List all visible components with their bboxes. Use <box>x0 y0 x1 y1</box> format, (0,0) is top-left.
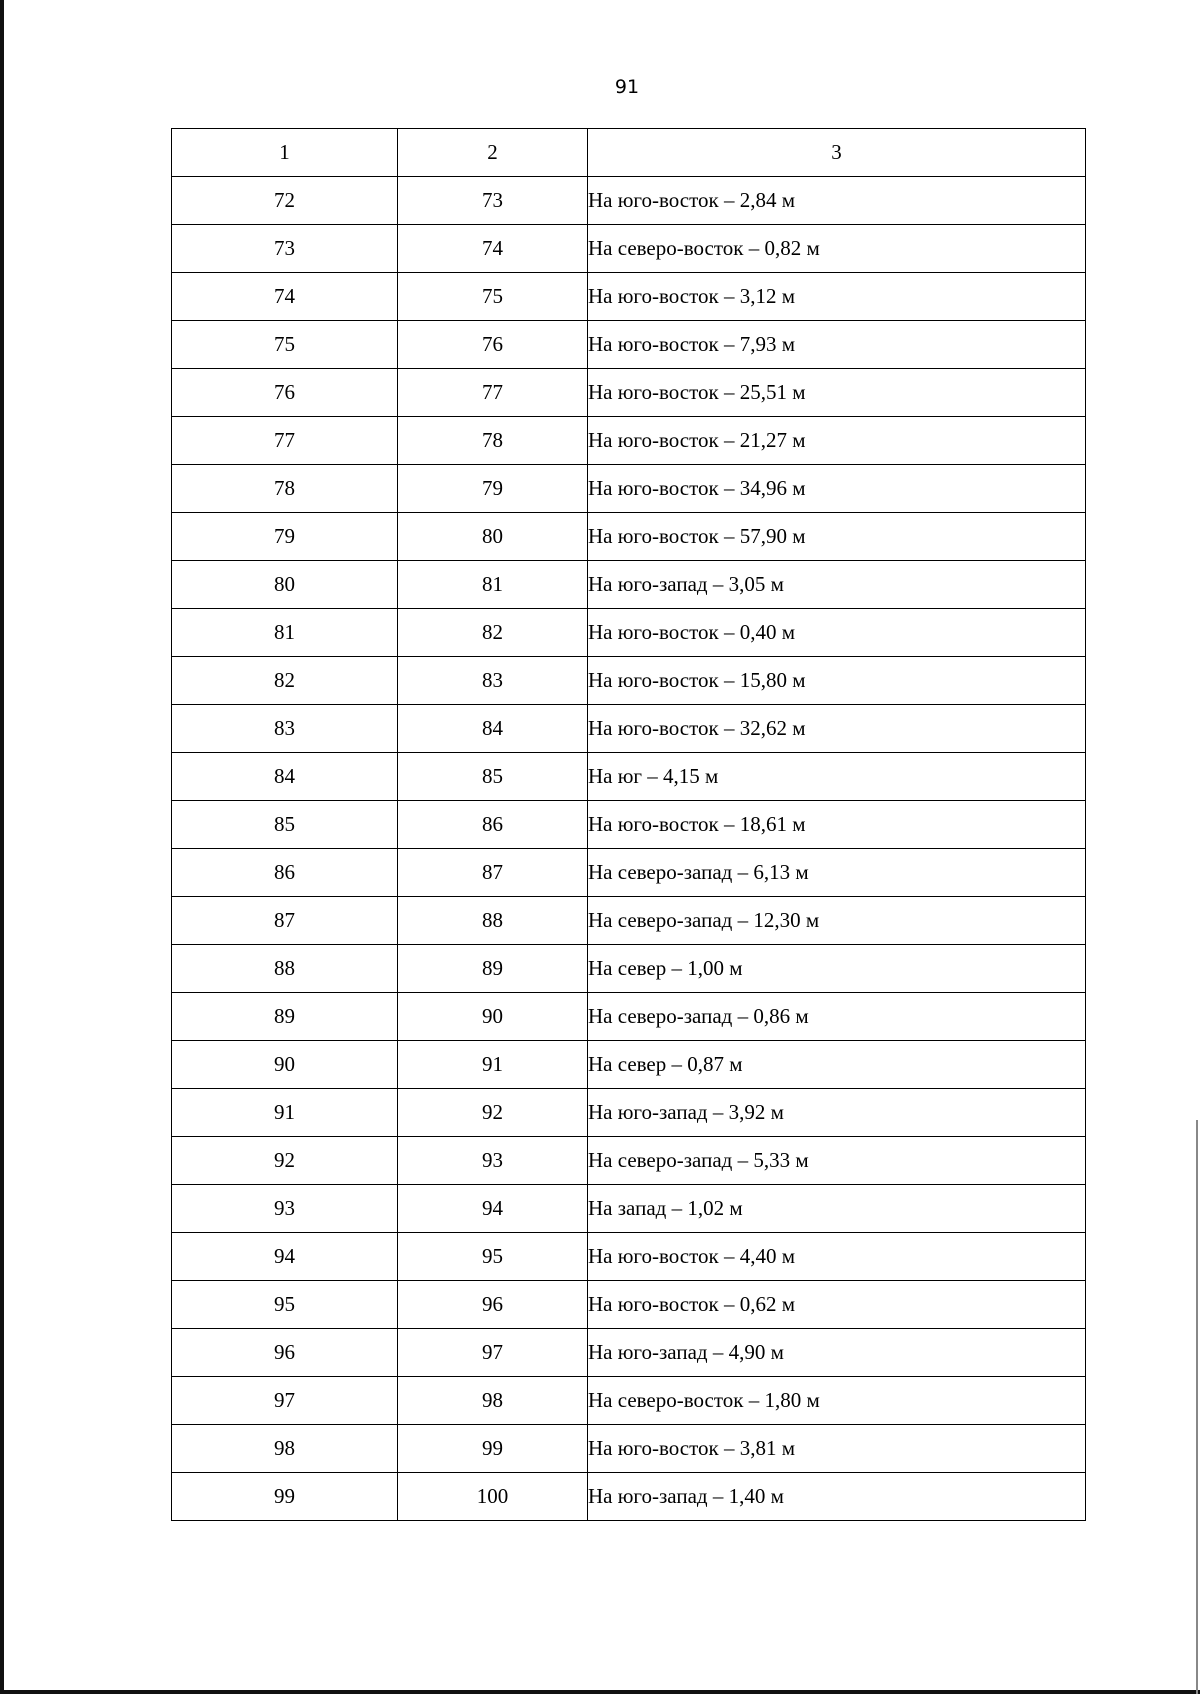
table-row <box>172 1137 1086 1185</box>
table-body <box>172 129 1086 1521</box>
table-row <box>172 753 1086 801</box>
table-row <box>172 801 1086 849</box>
from-point-cell: 98 <box>172 1425 398 1473</box>
from-point-cell: 81 <box>172 609 398 657</box>
direction-distance-cell: На юго-восток – 32,62 м <box>588 705 1086 753</box>
to-point-cell: 80 <box>398 513 588 561</box>
from-point-cell: 83 <box>172 705 398 753</box>
to-point-cell: 73 <box>398 177 588 225</box>
table-row <box>172 1473 1086 1521</box>
table-row <box>172 849 1086 897</box>
direction-distance-cell: На северо-запад – 0,86 м <box>588 993 1086 1041</box>
from-point-cell: 90 <box>172 1041 398 1089</box>
direction-distance-cell: На северо-запад – 5,33 м <box>588 1137 1086 1185</box>
from-point-cell: 79 <box>172 513 398 561</box>
from-point-cell: 75 <box>172 321 398 369</box>
from-point-cell: 92 <box>172 1137 398 1185</box>
table-row <box>172 1329 1086 1377</box>
direction-distance-cell: На юго-восток – 25,51 м <box>588 369 1086 417</box>
table-row <box>172 321 1086 369</box>
from-point-cell: 99 <box>172 1473 398 1521</box>
to-point-cell: 94 <box>398 1185 588 1233</box>
to-point-cell: 95 <box>398 1233 588 1281</box>
direction-distance-cell: На северо-восток – 1,80 м <box>588 1377 1086 1425</box>
from-point-cell: 76 <box>172 369 398 417</box>
to-point-cell: 81 <box>398 561 588 609</box>
from-point-cell: 87 <box>172 897 398 945</box>
table-row <box>172 513 1086 561</box>
boundary-table <box>171 128 1086 1521</box>
from-point-cell: 88 <box>172 945 398 993</box>
scan-edge-left <box>0 0 4 1694</box>
to-point-cell: 92 <box>398 1089 588 1137</box>
header-cell-1: 1 <box>172 129 398 177</box>
direction-distance-cell: На северо-восток – 0,82 м <box>588 225 1086 273</box>
direction-distance-cell: На юго-восток – 7,93 м <box>588 321 1086 369</box>
to-point-cell: 99 <box>398 1425 588 1473</box>
direction-distance-cell: На север – 1,00 м <box>588 945 1086 993</box>
table-row <box>172 465 1086 513</box>
to-point-cell: 96 <box>398 1281 588 1329</box>
scan-edge-right <box>1196 1120 1198 1694</box>
to-point-cell: 74 <box>398 225 588 273</box>
table-row <box>172 1377 1086 1425</box>
to-point-cell: 88 <box>398 897 588 945</box>
table-row <box>172 417 1086 465</box>
direction-distance-cell: На юго-восток – 34,96 м <box>588 465 1086 513</box>
to-point-cell: 77 <box>398 369 588 417</box>
to-point-cell: 82 <box>398 609 588 657</box>
from-point-cell: 85 <box>172 801 398 849</box>
direction-distance-cell: На север – 0,87 м <box>588 1041 1086 1089</box>
from-point-cell: 96 <box>172 1329 398 1377</box>
to-point-cell: 85 <box>398 753 588 801</box>
direction-distance-cell: На северо-запад – 6,13 м <box>588 849 1086 897</box>
from-point-cell: 95 <box>172 1281 398 1329</box>
header-cell-2: 2 <box>398 129 588 177</box>
to-point-cell: 83 <box>398 657 588 705</box>
to-point-cell: 75 <box>398 273 588 321</box>
table-row <box>172 561 1086 609</box>
page-number: 91 <box>614 76 640 98</box>
direction-distance-cell: На юг – 4,15 м <box>588 753 1086 801</box>
to-point-cell: 78 <box>398 417 588 465</box>
direction-distance-cell: На юго-восток – 15,80 м <box>588 657 1086 705</box>
to-point-cell: 86 <box>398 801 588 849</box>
from-point-cell: 93 <box>172 1185 398 1233</box>
table-row <box>172 1185 1086 1233</box>
direction-distance-cell: На запад – 1,02 м <box>588 1185 1086 1233</box>
direction-distance-cell: На юго-восток – 0,62 м <box>588 1281 1086 1329</box>
direction-distance-cell: На юго-восток – 3,12 м <box>588 273 1086 321</box>
direction-distance-cell: На юго-восток – 2,84 м <box>588 177 1086 225</box>
from-point-cell: 84 <box>172 753 398 801</box>
table-row <box>172 1089 1086 1137</box>
direction-distance-cell: На юго-восток – 4,40 м <box>588 1233 1086 1281</box>
table-row <box>172 1281 1086 1329</box>
to-point-cell: 87 <box>398 849 588 897</box>
direction-distance-cell: На юго-запад – 1,40 м <box>588 1473 1086 1521</box>
from-point-cell: 74 <box>172 273 398 321</box>
direction-distance-cell: На юго-запад – 3,92 м <box>588 1089 1086 1137</box>
to-point-cell: 79 <box>398 465 588 513</box>
from-point-cell: 97 <box>172 1377 398 1425</box>
table-row <box>172 273 1086 321</box>
to-point-cell: 93 <box>398 1137 588 1185</box>
table-row <box>172 369 1086 417</box>
from-point-cell: 86 <box>172 849 398 897</box>
from-point-cell: 94 <box>172 1233 398 1281</box>
from-point-cell: 82 <box>172 657 398 705</box>
table-row <box>172 945 1086 993</box>
to-point-cell: 90 <box>398 993 588 1041</box>
from-point-cell: 89 <box>172 993 398 1041</box>
direction-distance-cell: На северо-запад – 12,30 м <box>588 897 1086 945</box>
to-point-cell: 97 <box>398 1329 588 1377</box>
table-header-row <box>172 129 1086 177</box>
to-point-cell: 76 <box>398 321 588 369</box>
table-row <box>172 177 1086 225</box>
table-row <box>172 897 1086 945</box>
direction-distance-cell: На юго-восток – 3,81 м <box>588 1425 1086 1473</box>
table-row <box>172 705 1086 753</box>
from-point-cell: 78 <box>172 465 398 513</box>
table-row <box>172 1425 1086 1473</box>
table-row <box>172 657 1086 705</box>
table-row <box>172 993 1086 1041</box>
from-point-cell: 91 <box>172 1089 398 1137</box>
direction-distance-cell: На юго-запад – 4,90 м <box>588 1329 1086 1377</box>
direction-distance-cell: На юго-запад – 3,05 м <box>588 561 1086 609</box>
table-row <box>172 609 1086 657</box>
to-point-cell: 98 <box>398 1377 588 1425</box>
table-row <box>172 1233 1086 1281</box>
to-point-cell: 91 <box>398 1041 588 1089</box>
to-point-cell: 89 <box>398 945 588 993</box>
from-point-cell: 73 <box>172 225 398 273</box>
table-row <box>172 225 1086 273</box>
direction-distance-cell: На юго-восток – 0,40 м <box>588 609 1086 657</box>
header-cell-3: 3 <box>588 129 1086 177</box>
to-point-cell: 84 <box>398 705 588 753</box>
table-row <box>172 1041 1086 1089</box>
to-point-cell: 100 <box>398 1473 588 1521</box>
from-point-cell: 80 <box>172 561 398 609</box>
direction-distance-cell: На юго-восток – 57,90 м <box>588 513 1086 561</box>
direction-distance-cell: На юго-восток – 21,27 м <box>588 417 1086 465</box>
from-point-cell: 72 <box>172 177 398 225</box>
from-point-cell: 77 <box>172 417 398 465</box>
scan-edge-bottom <box>0 1690 1200 1694</box>
direction-distance-cell: На юго-восток – 18,61 м <box>588 801 1086 849</box>
